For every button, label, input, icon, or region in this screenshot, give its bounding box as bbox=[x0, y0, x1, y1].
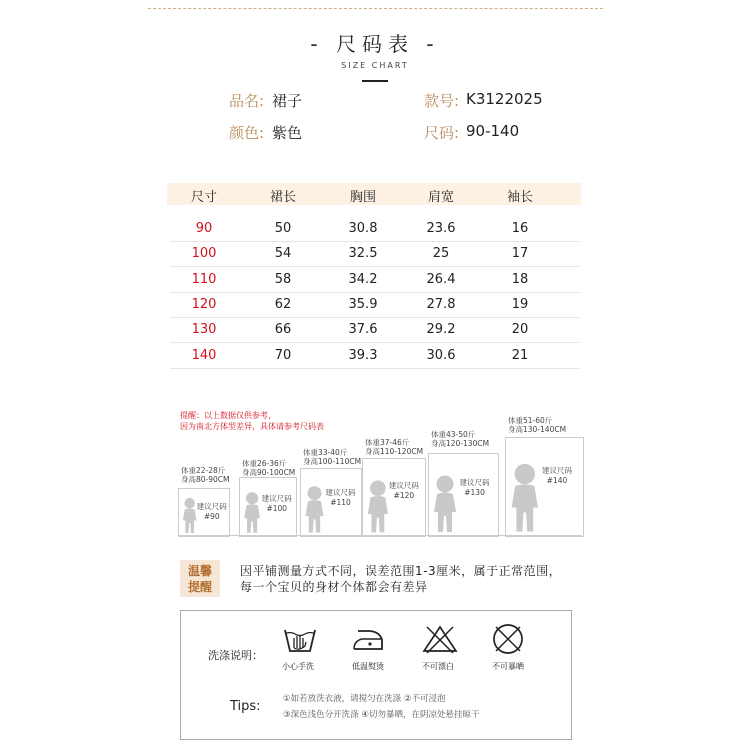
table-cell-chest: 35.9 bbox=[348, 296, 378, 312]
kid-height: 身高80-90CM bbox=[181, 475, 230, 484]
header-sleeve: 袖长 bbox=[506, 190, 533, 205]
kid-size-value: #110 bbox=[330, 498, 351, 508]
kid-weight: 体重51-60斤 bbox=[508, 416, 553, 425]
kid-suggest-label: 建议尺码 bbox=[261, 494, 292, 504]
kid-weight: 体重43-50斤 bbox=[431, 430, 476, 439]
hand-wash-label: 小心手洗 bbox=[282, 662, 314, 671]
table-cell-chest: 32.5 bbox=[348, 246, 378, 262]
notice-line-1: 提醒：以上数据仅供参考， bbox=[180, 411, 276, 420]
iron-low-icon bbox=[350, 626, 386, 654]
table-cell-skirt-length: 54 bbox=[274, 246, 292, 262]
table-cell-chest: 37.6 bbox=[348, 322, 378, 338]
kid-size-value: #100 bbox=[266, 504, 288, 514]
table-cell-shoulder: 23.6 bbox=[426, 221, 456, 236]
table-cell-chest: 34.2 bbox=[348, 271, 378, 287]
page-title: - 尺码表 - bbox=[310, 32, 440, 56]
style-code-label: 款号: bbox=[424, 92, 460, 110]
table-cell-shoulder: 30.6 bbox=[426, 347, 456, 363]
top-dashed-divider bbox=[148, 8, 603, 9]
kid-size-value: #90 bbox=[203, 512, 220, 522]
kid-size-value: #130 bbox=[464, 487, 485, 497]
table-cell-sleeve: 20 bbox=[511, 322, 529, 338]
kid-caption bbox=[242, 459, 295, 477]
kid-caption bbox=[303, 448, 361, 466]
tip-text-line-2: 每一个宝贝的身材个体都会有差异 bbox=[240, 580, 428, 594]
kid-guide-baseline bbox=[178, 535, 582, 536]
kid-caption bbox=[365, 438, 423, 456]
table-row-divider bbox=[170, 292, 580, 293]
table-cell-sleeve: 18 bbox=[511, 271, 529, 287]
kid-height: 身高90-100CM bbox=[242, 468, 296, 477]
table-cell-skirt-length: 50 bbox=[274, 221, 292, 236]
kid-caption bbox=[431, 430, 489, 448]
table-cell-shoulder: 26.4 bbox=[426, 271, 456, 287]
notice-line-2: 因为南北方体型差异，具体请参考尺码表 bbox=[180, 422, 324, 431]
no-sun-dry-icon bbox=[491, 622, 525, 656]
no-bleach-icon bbox=[422, 624, 458, 654]
table-cell-size: 140 bbox=[191, 347, 217, 363]
color-value: 紫色 bbox=[272, 124, 303, 142]
table-cell-size: 130 bbox=[191, 322, 217, 338]
header-chest: 胸围 bbox=[349, 190, 376, 205]
color-label: 颜色: bbox=[229, 124, 265, 142]
kid-caption bbox=[508, 416, 566, 434]
kid-size-value: #120 bbox=[393, 491, 415, 501]
kid-height: 身高130-140CM bbox=[508, 425, 567, 434]
header-skirt-length: 裙长 bbox=[269, 190, 296, 205]
size-range-value: 90-140 bbox=[466, 122, 520, 140]
table-row-divider bbox=[170, 266, 580, 267]
care-label: 洗涤说明： bbox=[208, 649, 263, 662]
kid-suggest-label: 建议尺码 bbox=[388, 481, 419, 491]
kid-suggest-size bbox=[532, 466, 582, 486]
kid-suggest-label: 建议尺码 bbox=[325, 488, 356, 498]
table-cell-shoulder: 29.2 bbox=[426, 322, 456, 338]
kid-suggest-size bbox=[196, 502, 229, 522]
kid-suggest-size bbox=[321, 488, 360, 508]
kid-weight: 体重22-28斤 bbox=[181, 466, 226, 475]
table-row-divider bbox=[170, 317, 580, 318]
header-shoulder: 肩宽 bbox=[427, 190, 454, 205]
kid-suggest-label: 建议尺码 bbox=[196, 502, 227, 512]
style-code-value: K3122025 bbox=[466, 90, 543, 108]
no-bleach-label: 不可漂白 bbox=[422, 662, 454, 671]
tip-badge-line-1: 温馨 bbox=[187, 564, 212, 578]
kid-height: 身高120-130CM bbox=[431, 439, 490, 448]
kid-suggest-size bbox=[452, 478, 497, 498]
tip-badge bbox=[180, 560, 220, 597]
table-cell-size: 120 bbox=[191, 296, 217, 312]
tips-line-1: ①如若放洗衣液，请搅匀在洗涤 ②不可浸泡 bbox=[283, 694, 446, 704]
no-sun-dry-label: 不可暴晒 bbox=[492, 662, 524, 671]
title-underline bbox=[362, 80, 388, 82]
iron-low-label: 低温熨烫 bbox=[352, 662, 384, 671]
kid-weight: 体重26-36斤 bbox=[242, 459, 287, 468]
kid-caption bbox=[181, 466, 230, 484]
kid-suggest-label: 建议尺码 bbox=[459, 477, 490, 487]
table-cell-size: 100 bbox=[191, 246, 217, 262]
table-cell-skirt-length: 62 bbox=[274, 296, 292, 312]
table-row-divider bbox=[170, 241, 580, 242]
kid-height: 身高110-120CM bbox=[365, 447, 424, 456]
table-cell-skirt-length: 70 bbox=[274, 347, 292, 363]
table-cell-sleeve: 16 bbox=[511, 221, 529, 236]
kid-suggest-size bbox=[384, 481, 424, 501]
table-cell-chest: 39.3 bbox=[348, 347, 378, 363]
kid-suggest-label: 建议尺码 bbox=[541, 466, 572, 476]
table-cell-size: 110 bbox=[191, 271, 217, 287]
table-cell-skirt-length: 58 bbox=[274, 271, 292, 287]
size-range-label: 尺码: bbox=[424, 124, 460, 142]
table-cell-shoulder: 25 bbox=[432, 246, 450, 262]
table-cell-shoulder: 27.8 bbox=[426, 296, 456, 312]
table-cell-sleeve: 19 bbox=[511, 296, 529, 312]
table-row-divider bbox=[170, 368, 580, 369]
tip-badge-line-2: 提醒 bbox=[187, 580, 212, 594]
tips-line-2: ③深色浅色分开洗涤 ④切勿暴晒，在阴凉处悬挂晾干 bbox=[283, 710, 480, 720]
hand-wash-icon bbox=[282, 624, 318, 654]
table-cell-sleeve: 17 bbox=[511, 246, 529, 262]
kid-weight: 体重33-40斤 bbox=[303, 448, 348, 457]
kid-weight: 体重37-46斤 bbox=[365, 438, 410, 447]
table-cell-chest: 30.8 bbox=[348, 221, 378, 236]
kid-height: 身高100-110CM bbox=[303, 457, 362, 466]
kid-suggest-size bbox=[259, 494, 295, 514]
product-name-label: 品名: bbox=[229, 92, 265, 110]
table-cell-skirt-length: 66 bbox=[274, 322, 292, 338]
table-cell-size: 90 bbox=[195, 221, 213, 236]
tip-text-line-1: 因平铺测量方式不同，误差范围1-3厘米，属于正常范围， bbox=[240, 564, 562, 578]
header-size: 尺寸 bbox=[190, 190, 217, 205]
page-subtitle: SIZE CHART bbox=[341, 61, 409, 70]
table-cell-sleeve: 21 bbox=[511, 347, 529, 363]
tips-label: Tips: bbox=[230, 699, 261, 714]
table-row-divider bbox=[170, 342, 580, 343]
product-name-value: 裙子 bbox=[272, 92, 303, 110]
kid-size-value: #140 bbox=[546, 476, 568, 486]
